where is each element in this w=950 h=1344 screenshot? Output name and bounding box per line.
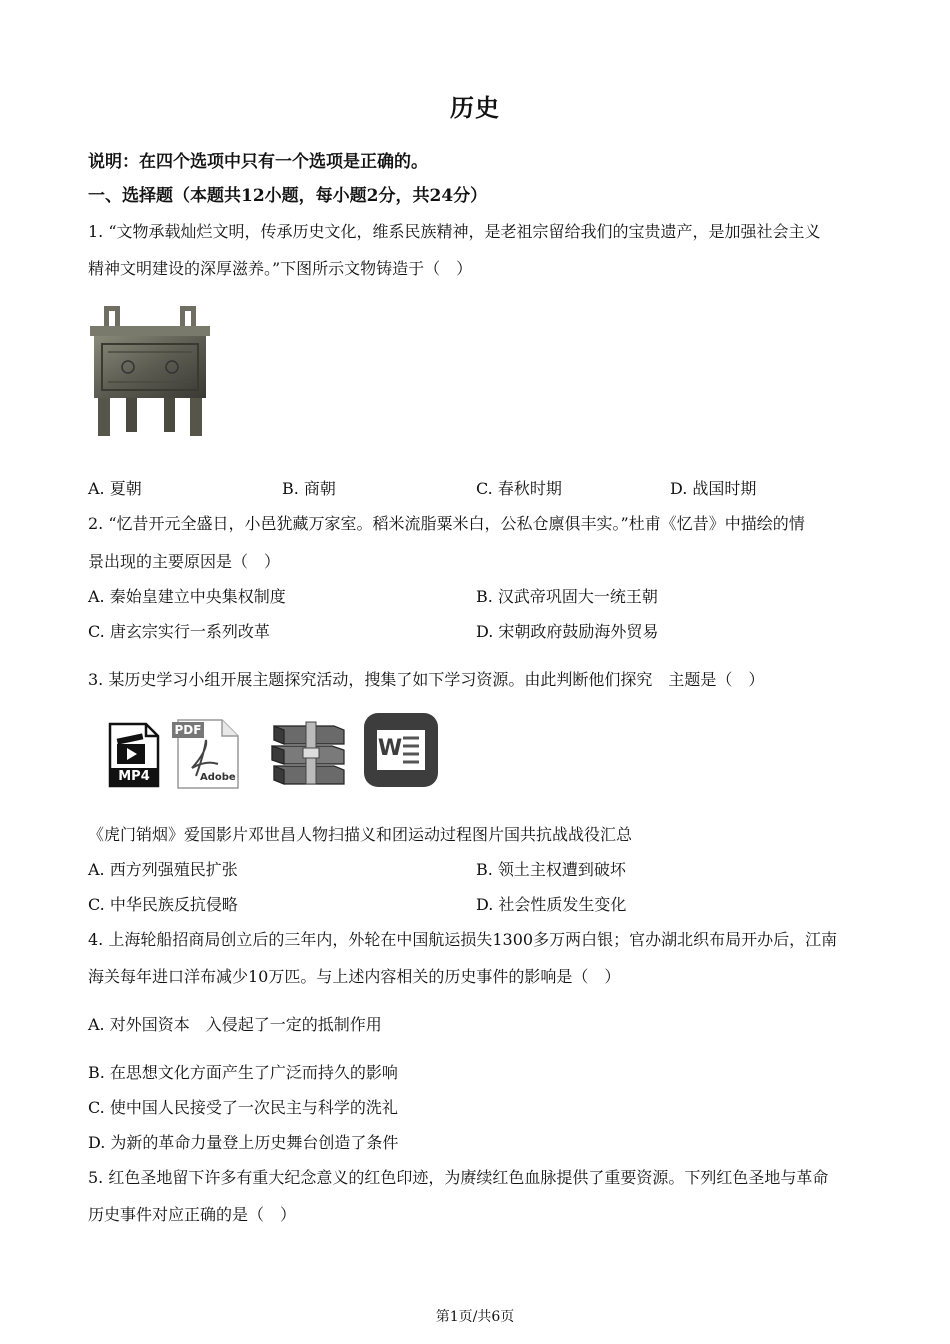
q2-option-d: D. 宋朝政府鼓励海外贸易 (476, 622, 659, 641)
q2-option-a: A. 秦始皇建立中央集权制度 (88, 587, 286, 606)
q4-option-c: C. 使中国人民接受了一次民主与科学的洗礼 (88, 1098, 398, 1117)
q3-option-a: A. 西方列强殖民扩张 (88, 860, 238, 879)
bronze-ding-image (88, 304, 212, 438)
q3-line1: 3. 某历史学习小组开展主题探究活动，搜集了如下学习资源。由此判断他们探究 主题是（ ） (88, 670, 765, 689)
q2-line1: 2. “忆昔开元全盛日，小邑犹藏万家室。稻米流脂粟米白，公私仓廪俱丰实。”杜甫《忆昔》中描绘的情 (88, 514, 805, 533)
q1-option-a: A. 夏朝 (88, 479, 142, 498)
q2-line2: 景出现的主要原因是（ ） (88, 552, 281, 571)
q1-line1: 1. “文物承载灿烂文明，传承历史文化，维系民族精神，是老祖宗留给我们的宝贵遗产，是加强社会主义 (88, 222, 821, 241)
q4-option-a: A. 对外国资本 入侵起了一定的抵制作用 (88, 1015, 382, 1034)
q3-resources: 《虎门销烟》爱国影片邓世昌人物扫描义和团运动过程图片国共抗战战役汇总 (88, 825, 633, 844)
q2-option-b: B. 汉武帝巩固大一统王朝 (476, 587, 658, 606)
q1-option-d: D. 战国时期 (670, 479, 757, 498)
word-label: W (377, 736, 403, 761)
page-title: 历史 (450, 93, 500, 122)
mp4-label: MP4 (118, 769, 150, 784)
q3-option-d: D. 社会性质发生变化 (476, 895, 627, 914)
pdf-label: PDF (174, 723, 202, 737)
archive-file-icon (270, 720, 348, 786)
section-heading: 一、选择题（本题共12小题，每小题2分，共24分） (88, 186, 488, 206)
q3-option-c: C. 中华民族反抗侵略 (88, 895, 238, 914)
adobe-label: Adobe (200, 772, 236, 783)
q4-line1: 4. 上海轮船招商局创立后的三年内，外轮在中国航运损失1300多万两白银；官办湖北织布局开办后，江南 (88, 930, 838, 949)
q5-line2: 历史事件对应正确的是（ ） (88, 1205, 297, 1224)
page-footer: 第1页/共6页 (435, 1309, 515, 1325)
q3-option-b: B. 领土主权遭到破坏 (476, 860, 626, 879)
q5-line1: 5. 红色圣地留下许多有重大纪念意义的红色印迹，为赓续红色血脉提供了重要资源。下列红色圣地与革命 (88, 1168, 829, 1187)
q2-option-c: C. 唐玄宗实行一系列改革 (88, 622, 270, 641)
q4-option-b: B. 在思想文化方面产生了广泛而持久的影响 (88, 1063, 398, 1082)
q4-option-d: D. 为新的革命力量登上历史舞台创造了条件 (88, 1133, 399, 1152)
q1-option-c: C. 春秋时期 (476, 479, 562, 498)
q1-option-b: B. 商朝 (282, 479, 336, 498)
mp4-file-icon (108, 722, 160, 788)
pdf-file-icon (172, 718, 240, 790)
word-file-icon (363, 712, 439, 788)
q1-line2: 精神文明建设的深厚滋养。”下图所示文物铸造于（ ） (88, 259, 473, 278)
q4-line2: 海关每年进口洋布减少10万匹。与上述内容相关的历史事件的影响是（ ） (88, 967, 621, 986)
instruction: 说明：在四个选项中只有一个选项是正确的。 (88, 152, 428, 172)
